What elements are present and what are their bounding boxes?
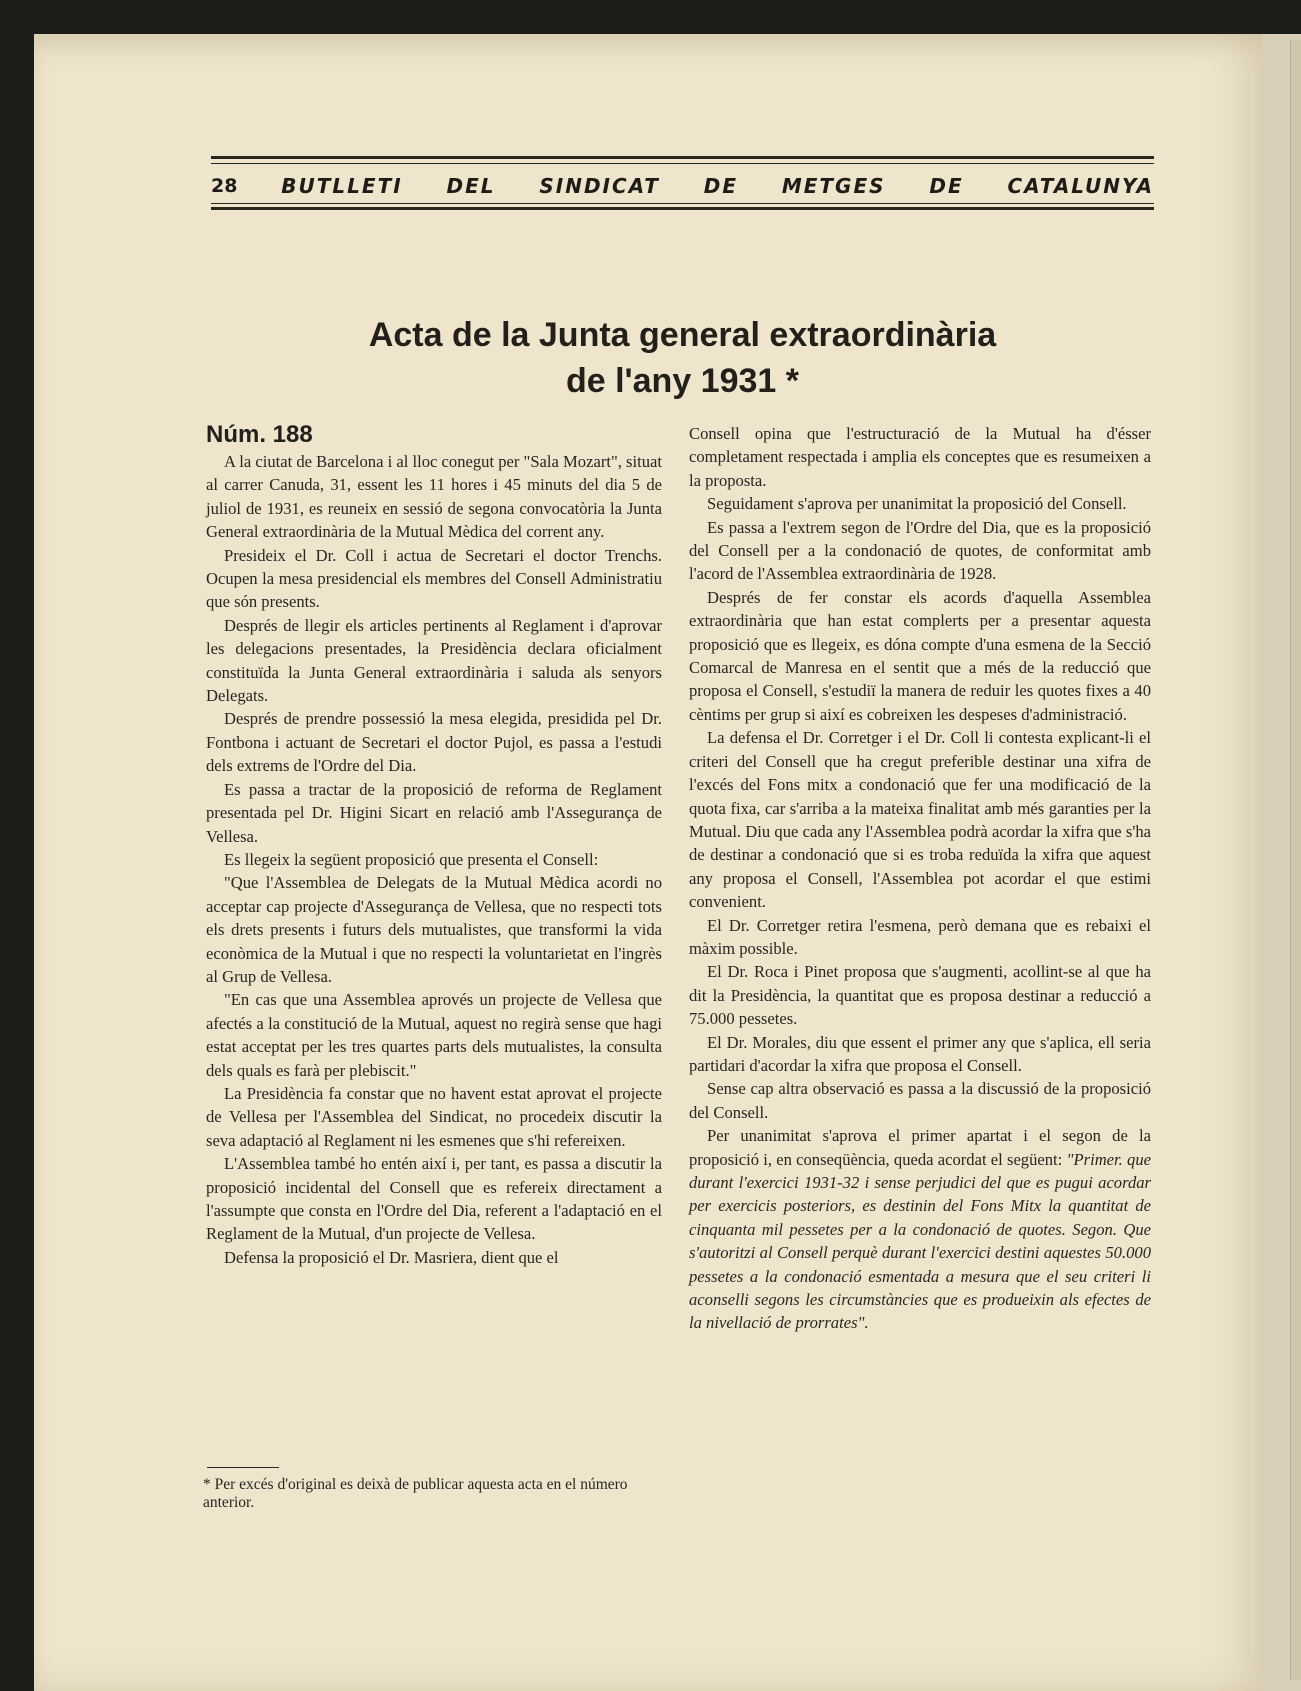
paragraph: "En cas que una Assemblea aprovés un projecte de Vellesa que afectés a la constitució de la Mutual, aquest no regirà sense que hagi estat acceptat per les tres quartes parts dels mutualistes, la consulta dels quals es farà per plebiscit." bbox=[206, 990, 662, 1080]
paragraph: Després de prendre possessió la mesa elegida, presidida pel Dr. Fontbona i actuant de Secretari el doctor Pujol, es passa a l'estudi dels extrems de l'Ordre del Dia. bbox=[206, 709, 662, 776]
running-title-word: METGES bbox=[781, 174, 886, 198]
paragraph: Defensa la proposició el Dr. Masriera, dient que el bbox=[224, 1247, 559, 1267]
running-header bbox=[211, 156, 1154, 214]
paragraph: El Dr. Corretger retira l'esmena, però demana que es rebaixi el màxim possible. bbox=[689, 915, 1151, 958]
resolution-text: "Primer. que durant l'exercici 1931-32 i sense perjudici del que es pugui acordar per exercicis posteriors, es destinin del Fons Mitx la quantitat de cinquanta mil pessetes per a la condonació de quotes. Segon. Que s'autoritzi al Consell perquè durant l'exercici destini aquestes 50.000 pessetes a la condonació esmentada a mesura que el seu criteri li aconselli segons les circumstàncies que es produeixin als efectes de la nivellació de prorrates". bbox=[689, 1149, 1151, 1333]
left-column bbox=[206, 420, 662, 1269]
paragraph: Sense cap altra observació es passa a la discussió de la proposició del Consell. bbox=[689, 1079, 1151, 1122]
running-title-word: CATALUNYA bbox=[1007, 174, 1154, 198]
header-rule bbox=[211, 156, 1154, 159]
running-title bbox=[211, 172, 1154, 200]
next-page-edge bbox=[1290, 40, 1301, 1680]
paragraph: Presideix el Dr. Coll i actua de Secretari el doctor Trenchs. Ocupen la mesa presidencial els membres del Consell Administratiu que són presents. bbox=[206, 545, 662, 612]
paragraph: Es passa a tractar de la proposició de reforma de Reglament presentada pel Dr. Higini Sicart en relació amb l'Assegurança de Vellesa. bbox=[206, 779, 662, 846]
paragraph-resolution bbox=[689, 1124, 1151, 1335]
paragraph: Seguidament s'aprova per unanimitat la proposició del Consell. bbox=[707, 494, 1127, 514]
paragraph: Després de llegir els articles pertinents al Reglament i d'aprovar les delegacions presentades, la Presidència declara oficialment constituïda la Junta General extraordinària i saluda als senyors Delegats. bbox=[206, 615, 662, 706]
title-line: de l'any 1931 * bbox=[565, 362, 799, 400]
paragraph: A la ciutat de Barcelona i al lloc conegut per "Sala Mozart", situat al carrer Canuda, 31, essent les 11 hores i 45 minuts del dia 5 de juliol de 1931, es reuneix en sessió de segona convocatòria la Junta General extraordinària de la Mutual Mèdica del corrent any. bbox=[206, 452, 662, 542]
paragraph: Es passa a l'extrem segon de l'Ordre del Dia, que es la proposició del Consell per a la condonació de quotes, de conformitat amb l'acord de l'Assemblea extraordinària de 1928. bbox=[689, 517, 1151, 584]
article-title bbox=[211, 312, 1154, 404]
right-column bbox=[689, 422, 1151, 1335]
footnote-rule bbox=[207, 1467, 279, 1468]
page-number: 28 bbox=[211, 175, 238, 197]
title-line: Acta de la Junta general extraordinària bbox=[368, 316, 997, 354]
header-rule bbox=[211, 203, 1154, 204]
resolution-lead: Per unanimitat s'aprova el primer apartat i el segon de la proposició i, en conseqüència, queda acordat el següent: bbox=[689, 1126, 1151, 1169]
running-title-word: SINDICAT bbox=[539, 174, 660, 198]
paragraph: La defensa el Dr. Corretger i el Dr. Coll li contesta explicant-li el criteri del Consell que ha cregut preferible destinar una xifra de l'excés del Fons mitx a condonació que fer una modificació de la quota fixa, car s'arriba a la mateixa finalitat amb més garanties per la Mutual. Diu que cada any l'Assemblea podrà acordar la xifra que s'ha de destinar a condonació que si es troba reduïda la xifra que aquest any proposa el Consell, l'Assemblea pot acordar el que estimi convenient. bbox=[689, 728, 1151, 912]
header-rule bbox=[211, 163, 1154, 164]
paragraph: Després de fer constar els acords d'aquella Assemblea extraordinària que han estat complerts per a presentar aquesta proposició que es llegeix, es dóna compte d'una esmena de la Secció Comarcal de Manresa en el sentit que a més de la reducció que proposa el Consell, s'estudiï la manera de reduir les quotes fixes a 40 cèntims per grup si així es cobreixen les despeses d'administració. bbox=[689, 587, 1151, 724]
paragraph: El Dr. Morales, diu que essent el primer any que s'aplica, ell seria partidari d'acordar la xifra que proposa el Consell. bbox=[689, 1032, 1151, 1075]
paragraph: Es llegeix la següent proposició que presenta el Consell: bbox=[224, 849, 599, 869]
paragraph: Consell opina que l'estructuració de la Mutual ha d'ésser completament respectada i amplia els conceptes que es resumeixen a la proposta. bbox=[689, 424, 1151, 490]
paragraph: "Que l'Assemblea de Delegats de la Mutual Mèdica acordi no acceptar cap projecte d'Assegurança de Vellesa, que no respecti tots els drets presents i futurs dels mutualistes, que transformi la vida econòmica de la Mutual i que no respecti la voluntarietat en l'ingrès al Grup de Vellesa. bbox=[206, 873, 662, 986]
number-heading: Núm. 188 bbox=[206, 421, 313, 448]
paragraph: La Presidència fa constar que no havent estat aprovat el projecte de Vellesa per l'Assemblea del Sindicat, no procedeix discutir la seva adaptació al Reglament ni les esmenes que s'hi refereixen. bbox=[206, 1083, 662, 1150]
footnote: * Per excés d'original es deixà de publicar aquesta acta en el número anterior. bbox=[203, 1476, 628, 1511]
header-rule bbox=[211, 207, 1154, 210]
paragraph: El Dr. Roca i Pinet proposa que s'augmenti, acollint-se al que ha dit la Presidència, la quantitat que es proposa destinar a reducció a 75.000 pessetes. bbox=[689, 962, 1151, 1029]
running-title-word: DE bbox=[929, 174, 964, 198]
paragraph: L'Assemblea també ho entén així i, per tant, es passa a discutir la proposició incidental del Consell que es refereix directament a l'assumpte que consta en l'Ordre del Dia, referent a l'adaptació en el Reglament de la Mutual, d'un projecte de Vellesa. bbox=[206, 1154, 662, 1244]
running-title-word: DE bbox=[703, 174, 738, 198]
running-title-word: DEL bbox=[446, 174, 496, 198]
running-title-word: BUTLLETI bbox=[281, 174, 403, 198]
